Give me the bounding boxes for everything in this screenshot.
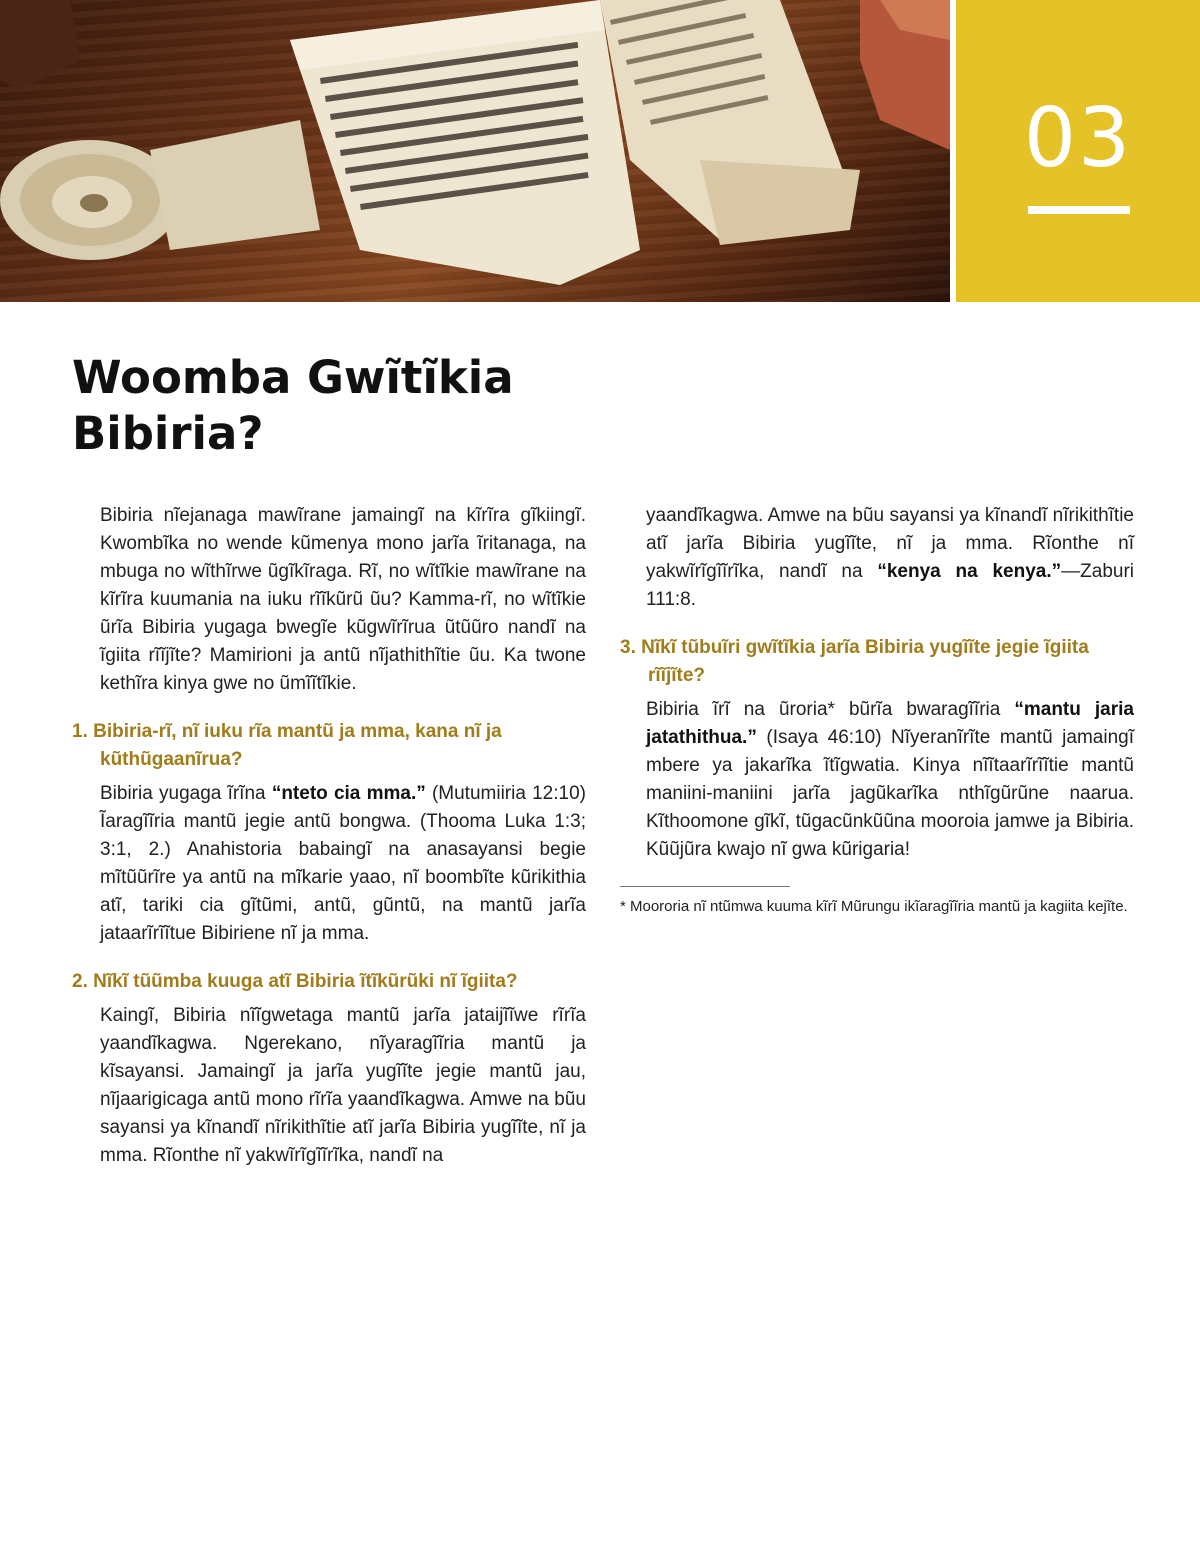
title-line-2: Bibiria? [72, 407, 264, 460]
answer-1-quote: “nteto cia mma.” [271, 783, 426, 804]
question-2: 2. Nĩkĩ tũũmba kuuga atĩ Bibiria ĩtĩkũrũki nĩ ĩgiita? [72, 971, 518, 992]
title-line-1: Woomba Gwĩtĩkia [72, 351, 514, 404]
scrolls-illustration [0, 0, 950, 302]
question-1: 1. Bibiria-rĩ, nĩ iuku rĩa mantũ ja mma, kana nĩ ja kũthũgaanĩrua? [72, 721, 502, 770]
chapter-number: 03 [1023, 91, 1133, 186]
footnote: * Moororia nĩ ntũmwa kuuma kĩrĩ Mũrungu ikĩaragĩĩria mantũ ja kagiita kejĩte. [620, 898, 1128, 915]
question-3: 3. Nĩkĩ tũbuĩri gwĩtĩkia jarĩa Bibiria yugĩĩte jegie ĩgiita rĩĩjĩte? [620, 637, 1089, 686]
right-column [620, 502, 1134, 917]
left-column [72, 502, 586, 1166]
page-title [72, 350, 672, 462]
header-image [0, 0, 950, 302]
answer-2-quote: “kenya na kenya.” [877, 561, 1062, 582]
footnote-divider [620, 886, 790, 887]
answer-3-quote: “mantu jaria jatathithua.” [646, 699, 1134, 748]
chapter-badge [956, 0, 1200, 302]
answer-2-part-1: Kaingĩ, Bibiria nĩĩgwetaga mantũ jarĩa jataijĩĩwe rĩrĩa yaandĩkagwa. Ngerekano, nĩyaragĩĩria mantũ ja kĩsayansi. Jamaingĩ ja jarĩa yugĩĩte jegie mantũ jau, nĩjaarigicaga antũ mono rĩrĩa yaandĩkagwa. Amwe na bũu sayansi ya kĩnandĩ nĩrikithĩtie atĩ jarĩa Bibiria yugĩĩte, nĩ ja mma. Rĩonthe nĩ yakwĩrĩgĩĩrĩka, nandĩ na [100, 1005, 586, 1166]
intro-paragraph: Bibiria nĩejanaga mawĩrane jamaingĩ na kĩrĩra gĩkiingĩ. Kwombĩka no wende kũmenya mono jarĩa ĩritanaga, na mbuga no wĩthĩrwe ũgĩkĩraga. Rĩ, no wĩtĩkie mawĩrane na kĩrĩra kuumania na iuku rĩĩkũrũ ũu? Kamma-rĩ, no wĩtĩkie ũrĩa Bibiria yugaga bwegĩe kũgwĩrĩrua ũtũũro nandĩ na ĩgiita rĩĩjĩte? Mamirioni ja antũ nĩjathithĩtie ũu. Ka twone kethĩra kinya gwe no ũmĩĩtĩkie. [100, 505, 586, 694]
answer-2-continued: yaandĩkagwa. Amwe na bũu sayansi ya kĩnandĩ nĩrikithĩtie atĩ jarĩa Bibiria yugĩĩte, nĩ ja mma. Rĩonthe nĩ yakwĩrĩgĩĩrĩka, nandĩ na “kenya na kenya.”—Zaburi 111:8. [646, 505, 1135, 610]
answer-3: Bibiria ĩrĩ na ũroria* bũrĩa bwaragĩĩria “mantu jaria jatathithua.” (Isaya 46:10) Nĩyeranĩrĩte mantũ jamaingĩ mbere ya jakarĩka ĩtĩgwatia. Kinya nĩĩtaarĩrĩĩtie mantũ maniini-maniini jarĩa jagũkarĩka nthĩgũrũne naarua. Kĩthoomone gĩkĩ, tũgacũnkũũna mooroia jamwe ja Bibiria. Kũũjũra kwajo nĩ gwa kũrigaria! [646, 699, 1134, 860]
badge-underline [1028, 206, 1130, 214]
answer-1: Bibiria yugaga ĩrĩna “nteto cia mma.” (Mutumiiria 12:10) Ĩaragĩĩria mantũ jegie antũ bongwa. (Thooma Luka 1:3; 3:1, 2.) Anahistoria babaingĩ na anasayansi begie mĩtũũrĩre ya antũ na mĩkarie yaao, nĩ boombĩte kũrikithia atĩ, tariki cia gĩtũmi, antũ, gũntũ, na mantũ jarĩa jataarĩrĩĩtue Bibiriene nĩ ja mma. [100, 783, 586, 944]
